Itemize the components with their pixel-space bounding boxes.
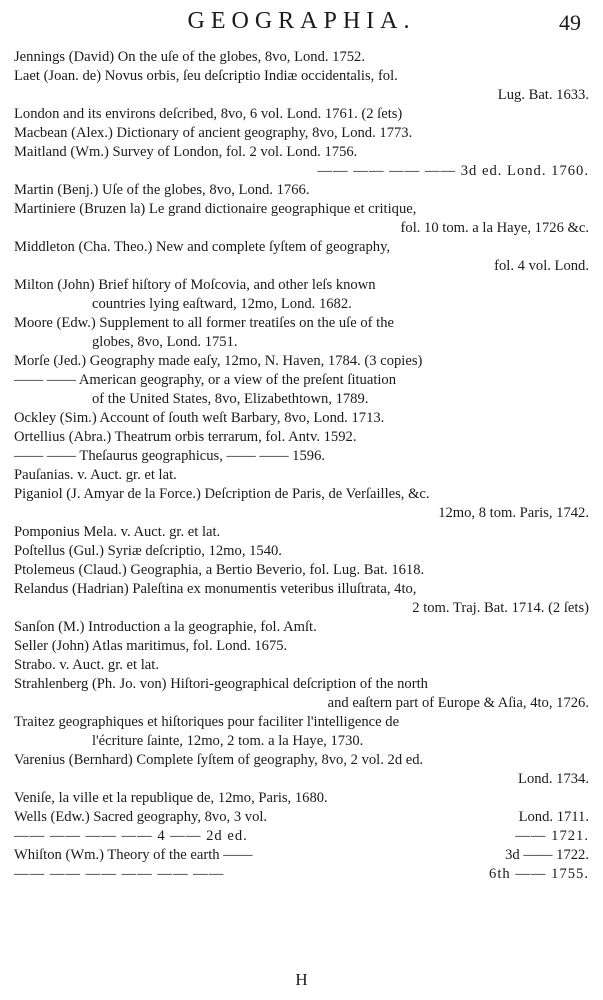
entry-line: Strabo. v. Auct. gr. et lat. [14, 657, 159, 673]
entry-line: Traitez geographiques et hiſtoriques pour faciliter l'intelligence de [14, 714, 400, 730]
entry-continuation: Lug. Bat. 1633. [497, 87, 589, 103]
entry-line: Varenius (Bernhard) Complete ſyſtem of geography, 8vo, 2 vol. 2d ed. [14, 752, 424, 768]
whiston-entry-row [14, 846, 589, 865]
entry-continuation: l'écriture ſainte, 12mo, 2 tom. a la Haye, 1730. [92, 733, 364, 749]
entry-ditto-line: —— —— American geography, or a view of the preſent ſituation [14, 372, 397, 388]
entry-line: Ortellius (Abra.) Theatrum orbis terrarum, fol. Antv. 1592. [14, 429, 357, 445]
entry-line: Ockley (Sim.) Account of ſouth weſt Barbary, 8vo, Lond. 1713. [14, 410, 385, 426]
running-title: GEOGRAPHIA. [187, 8, 416, 34]
entry-line: Martiniere (Bruzen la) Le grand dictionaire geographique et critique, [14, 201, 417, 217]
entry-continuation: countries lying eaſtward, 12mo, Lond. 1682. [92, 296, 352, 312]
entry-right-text: Lond. 1711. [518, 809, 589, 825]
entry-line: Moore (Edw.) Supplement to all former treatiſes on the uſe of the [14, 315, 395, 331]
entry-continuation: 12mo, 8 tom. Paris, 1742. [438, 505, 589, 521]
entry-left-text: —— —— —— —— 4 —— 2d ed. [14, 828, 248, 844]
entry-continuation: globes, 8vo, Lond. 1751. [92, 334, 238, 350]
entry-line: Ptolemeus (Claud.) Geographia, a Bertio Beverio, fol. Lug. Bat. 1618. [14, 562, 425, 578]
entry-left-text: Whiſton (Wm.) Theory of the earth —— [14, 847, 253, 863]
entry-line: Morſe (Jed.) Geography made eaſy, 12mo, N. Haven, 1784. (3 copies) [14, 353, 423, 369]
entry-line: London and its environs deſcribed, 8vo, 6 vol. Lond. 1761. (2 ſets) [14, 106, 403, 122]
entry-line: Pauſanias. v. Auct. gr. et lat. [14, 467, 177, 483]
entry-continuation: Lond. 1734. [518, 771, 589, 787]
entry-continuation: fol. 10 tom. a la Haye, 1726 &c. [400, 220, 589, 236]
entry-line: Seller (John) Atlas maritimus, fol. Lond. 1675. [14, 638, 288, 654]
wells-ditto-row [14, 827, 589, 846]
entry-right-text: 6th —— 1755. [489, 866, 589, 882]
entry-line: Strahlenberg (Ph. Jo. von) Hiſtori-geographical deſcription of the north [14, 676, 428, 692]
entry-line: Sanſon (M.) Introduction a la geographie, fol. Amſt. [14, 619, 317, 635]
entry-line: Jennings (David) On the uſe of the globes, 8vo, Lond. 1752. [14, 49, 366, 65]
entry-continuation: of the United States, 8vo, Elizabethtown, 1789. [92, 391, 369, 407]
page-header [0, 6, 603, 40]
entry-line: Middleton (Cha. Theo.) New and complete ſyſtem of geography, [14, 239, 391, 255]
entry-continuation: fol. 4 vol. Lond. [494, 258, 589, 274]
entry-left-text: Wells (Edw.) Sacred geography, 8vo, 3 vol. [14, 809, 268, 825]
entry-line: Laet (Joan. de) Novus orbis, ſeu deſcriptio Indiæ occidentalis, fol. [14, 68, 398, 84]
entry-line: Relandus (Hadrian) Paleſtina ex monumentis veteribus illuſtrata, 4to, [14, 581, 417, 597]
wells-entry-row [14, 808, 589, 827]
entry-line: Macbean (Alex.) Dictionary of ancient geography, 8vo, Lond. 1773. [14, 125, 413, 141]
entry-right-text: 3d —— 1722. [505, 847, 589, 863]
signature-mark: H [295, 970, 308, 989]
entry-line: Pomponius Mela. v. Auct. gr. et lat. [14, 524, 221, 540]
entry-ditto-line: —— —— —— —— 3d ed. Lond. 1760. [317, 163, 589, 179]
entry-left-text: —— —— —— —— —— —— [14, 866, 225, 882]
entry-line: Veniſe, la ville et la republique de, 12mo, Paris, 1680. [14, 790, 328, 806]
entry-line: Martin (Benj.) Uſe of the globes, 8vo, Lond. 1766. [14, 182, 310, 198]
entry-line: Milton (John) Brief hiſtory of Moſcovia, and other leſs known [14, 277, 376, 293]
entry-right-text: —— 1721. [515, 828, 589, 844]
entry-line: Piganiol (J. Amyar de la Force.) Deſcription de Paris, de Verſailles, &c. [14, 486, 430, 502]
entry-continuation: 2 tom. Traj. Bat. 1714. (2 ſets) [412, 600, 589, 616]
page-number: 49 [559, 10, 581, 35]
entry-ditto-line: —— —— Theſaurus geographicus, —— —— 1596. [14, 448, 326, 464]
entry-line: Maitland (Wm.) Survey of London, fol. 2 vol. Lond. 1756. [14, 144, 358, 160]
catalogue-entries [14, 48, 589, 884]
entry-continuation: and eaſtern part of Europe & Aſia, 4to, 1726. [327, 695, 589, 711]
entry-line: Poſtellus (Gul.) Syriæ deſcriptio, 12mo, 1540. [14, 543, 282, 559]
whiston-ditto-row [14, 865, 589, 884]
